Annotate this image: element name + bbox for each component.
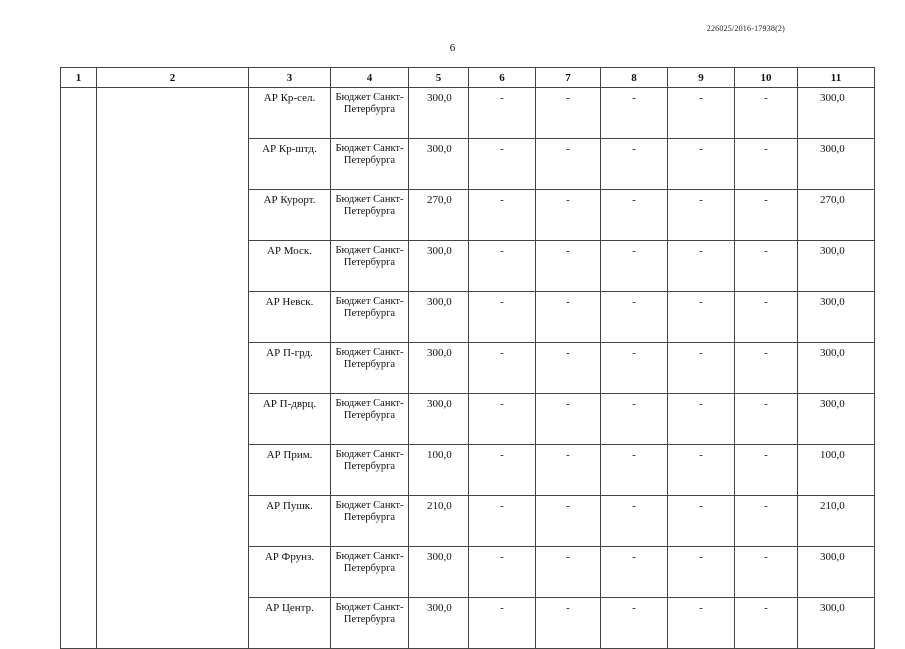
total-cell: 300,0 (798, 598, 875, 649)
value-cell-col9: - (668, 241, 735, 292)
value-cell-col9: - (668, 445, 735, 496)
funding-source-cell: Бюджет Санкт-Петербурга (331, 190, 409, 241)
value-cell-col10: - (735, 598, 798, 649)
funding-source-cell: Бюджет Санкт-Петербурга (331, 292, 409, 343)
region-cell: АР Невск. (249, 292, 331, 343)
value-cell-col7: - (536, 292, 601, 343)
column-header-8: 8 (601, 68, 668, 88)
amount-cell: 300,0 (409, 343, 469, 394)
value-cell-col7: - (536, 445, 601, 496)
column-header-5: 5 (409, 68, 469, 88)
value-cell-col7: - (536, 598, 601, 649)
column-header-11: 11 (798, 68, 875, 88)
funding-source-cell: Бюджет Санкт-Петербурга (331, 88, 409, 139)
region-cell: АР Моск. (249, 241, 331, 292)
value-cell-col9: - (668, 292, 735, 343)
value-cell-col10: - (735, 496, 798, 547)
amount-cell: 300,0 (409, 292, 469, 343)
column-header-9: 9 (668, 68, 735, 88)
value-cell-col6: - (469, 139, 536, 190)
total-cell: 300,0 (798, 139, 875, 190)
value-cell-col6: - (469, 292, 536, 343)
value-cell-col9: - (668, 343, 735, 394)
value-cell-col8: - (601, 190, 668, 241)
funding-source-cell: Бюджет Санкт-Петербурга (331, 241, 409, 292)
value-cell-col8: - (601, 139, 668, 190)
amount-cell: 300,0 (409, 394, 469, 445)
value-cell-col9: - (668, 139, 735, 190)
value-cell-col6: - (469, 598, 536, 649)
value-cell-col9: - (668, 496, 735, 547)
value-cell-col6: - (469, 190, 536, 241)
funding-source-cell: Бюджет Санкт-Петербурга (331, 139, 409, 190)
total-cell: 300,0 (798, 394, 875, 445)
table-body (61, 88, 875, 649)
cell-col1 (61, 88, 97, 649)
funding-source-cell: Бюджет Санкт-Петербурга (331, 496, 409, 547)
column-header-6: 6 (469, 68, 536, 88)
column-header-2: 2 (97, 68, 249, 88)
value-cell-col9: - (668, 88, 735, 139)
value-cell-col6: - (469, 496, 536, 547)
value-cell-col7: - (536, 343, 601, 394)
funding-source-cell: Бюджет Санкт-Петербурга (331, 445, 409, 496)
value-cell-col10: - (735, 292, 798, 343)
funding-source-cell: Бюджет Санкт-Петербурга (331, 394, 409, 445)
value-cell-col10: - (735, 343, 798, 394)
budget-table (60, 67, 875, 649)
total-cell: 100,0 (798, 445, 875, 496)
value-cell-col6: - (469, 343, 536, 394)
column-header-7: 7 (536, 68, 601, 88)
funding-source-cell: Бюджет Санкт-Петербурга (331, 343, 409, 394)
value-cell-col6: - (469, 445, 536, 496)
region-cell: АР Кр-сел. (249, 88, 331, 139)
value-cell-col7: - (536, 394, 601, 445)
total-cell: 300,0 (798, 88, 875, 139)
value-cell-col8: - (601, 598, 668, 649)
header-row (61, 68, 875, 88)
value-cell-col6: - (469, 394, 536, 445)
total-cell: 300,0 (798, 547, 875, 598)
value-cell-col8: - (601, 88, 668, 139)
amount-cell: 300,0 (409, 598, 469, 649)
value-cell-col10: - (735, 547, 798, 598)
value-cell-col9: - (668, 598, 735, 649)
value-cell-col8: - (601, 547, 668, 598)
amount-cell: 300,0 (409, 139, 469, 190)
column-header-4: 4 (331, 68, 409, 88)
amount-cell: 300,0 (409, 241, 469, 292)
funding-source-cell: Бюджет Санкт-Петербурга (331, 598, 409, 649)
value-cell-col10: - (735, 241, 798, 292)
value-cell-col10: - (735, 445, 798, 496)
table-header (61, 68, 875, 88)
column-header-3: 3 (249, 68, 331, 88)
value-cell-col6: - (469, 547, 536, 598)
value-cell-col10: - (735, 394, 798, 445)
region-cell: АР П-грд. (249, 343, 331, 394)
value-cell-col8: - (601, 292, 668, 343)
value-cell-col9: - (668, 547, 735, 598)
value-cell-col7: - (536, 139, 601, 190)
amount-cell: 210,0 (409, 496, 469, 547)
value-cell-col9: - (668, 394, 735, 445)
amount-cell: 300,0 (409, 88, 469, 139)
amount-cell: 300,0 (409, 547, 469, 598)
region-cell: АР П-дврц. (249, 394, 331, 445)
region-cell: АР Пушк. (249, 496, 331, 547)
value-cell-col9: - (668, 190, 735, 241)
value-cell-col6: - (469, 88, 536, 139)
value-cell-col8: - (601, 445, 668, 496)
value-cell-col6: - (469, 241, 536, 292)
total-cell: 300,0 (798, 241, 875, 292)
page-number: 6 (449, 42, 456, 54)
column-header-1: 1 (61, 68, 97, 88)
value-cell-col8: - (601, 343, 668, 394)
region-cell: АР Центр. (249, 598, 331, 649)
region-cell: АР Курорт. (249, 190, 331, 241)
total-cell: 300,0 (798, 343, 875, 394)
value-cell-col7: - (536, 496, 601, 547)
value-cell-col8: - (601, 241, 668, 292)
total-cell: 210,0 (798, 496, 875, 547)
column-header-10: 10 (735, 68, 798, 88)
amount-cell: 270,0 (409, 190, 469, 241)
value-cell-col10: - (735, 88, 798, 139)
value-cell-col7: - (536, 241, 601, 292)
amount-cell: 100,0 (409, 445, 469, 496)
document-id: 226025/2016-17938(2) (706, 24, 785, 33)
value-cell-col7: - (536, 190, 601, 241)
value-cell-col10: - (735, 139, 798, 190)
region-cell: АР Прим. (249, 445, 331, 496)
total-cell: 270,0 (798, 190, 875, 241)
cell-col2 (97, 88, 249, 649)
value-cell-col7: - (536, 547, 601, 598)
funding-source-cell: Бюджет Санкт-Петербурга (331, 547, 409, 598)
total-cell: 300,0 (798, 292, 875, 343)
region-cell: АР Фрунз. (249, 547, 331, 598)
value-cell-col8: - (601, 394, 668, 445)
value-cell-col7: - (536, 88, 601, 139)
table-row (61, 88, 875, 139)
value-cell-col8: - (601, 496, 668, 547)
value-cell-col10: - (735, 190, 798, 241)
region-cell: АР Кр-штд. (249, 139, 331, 190)
